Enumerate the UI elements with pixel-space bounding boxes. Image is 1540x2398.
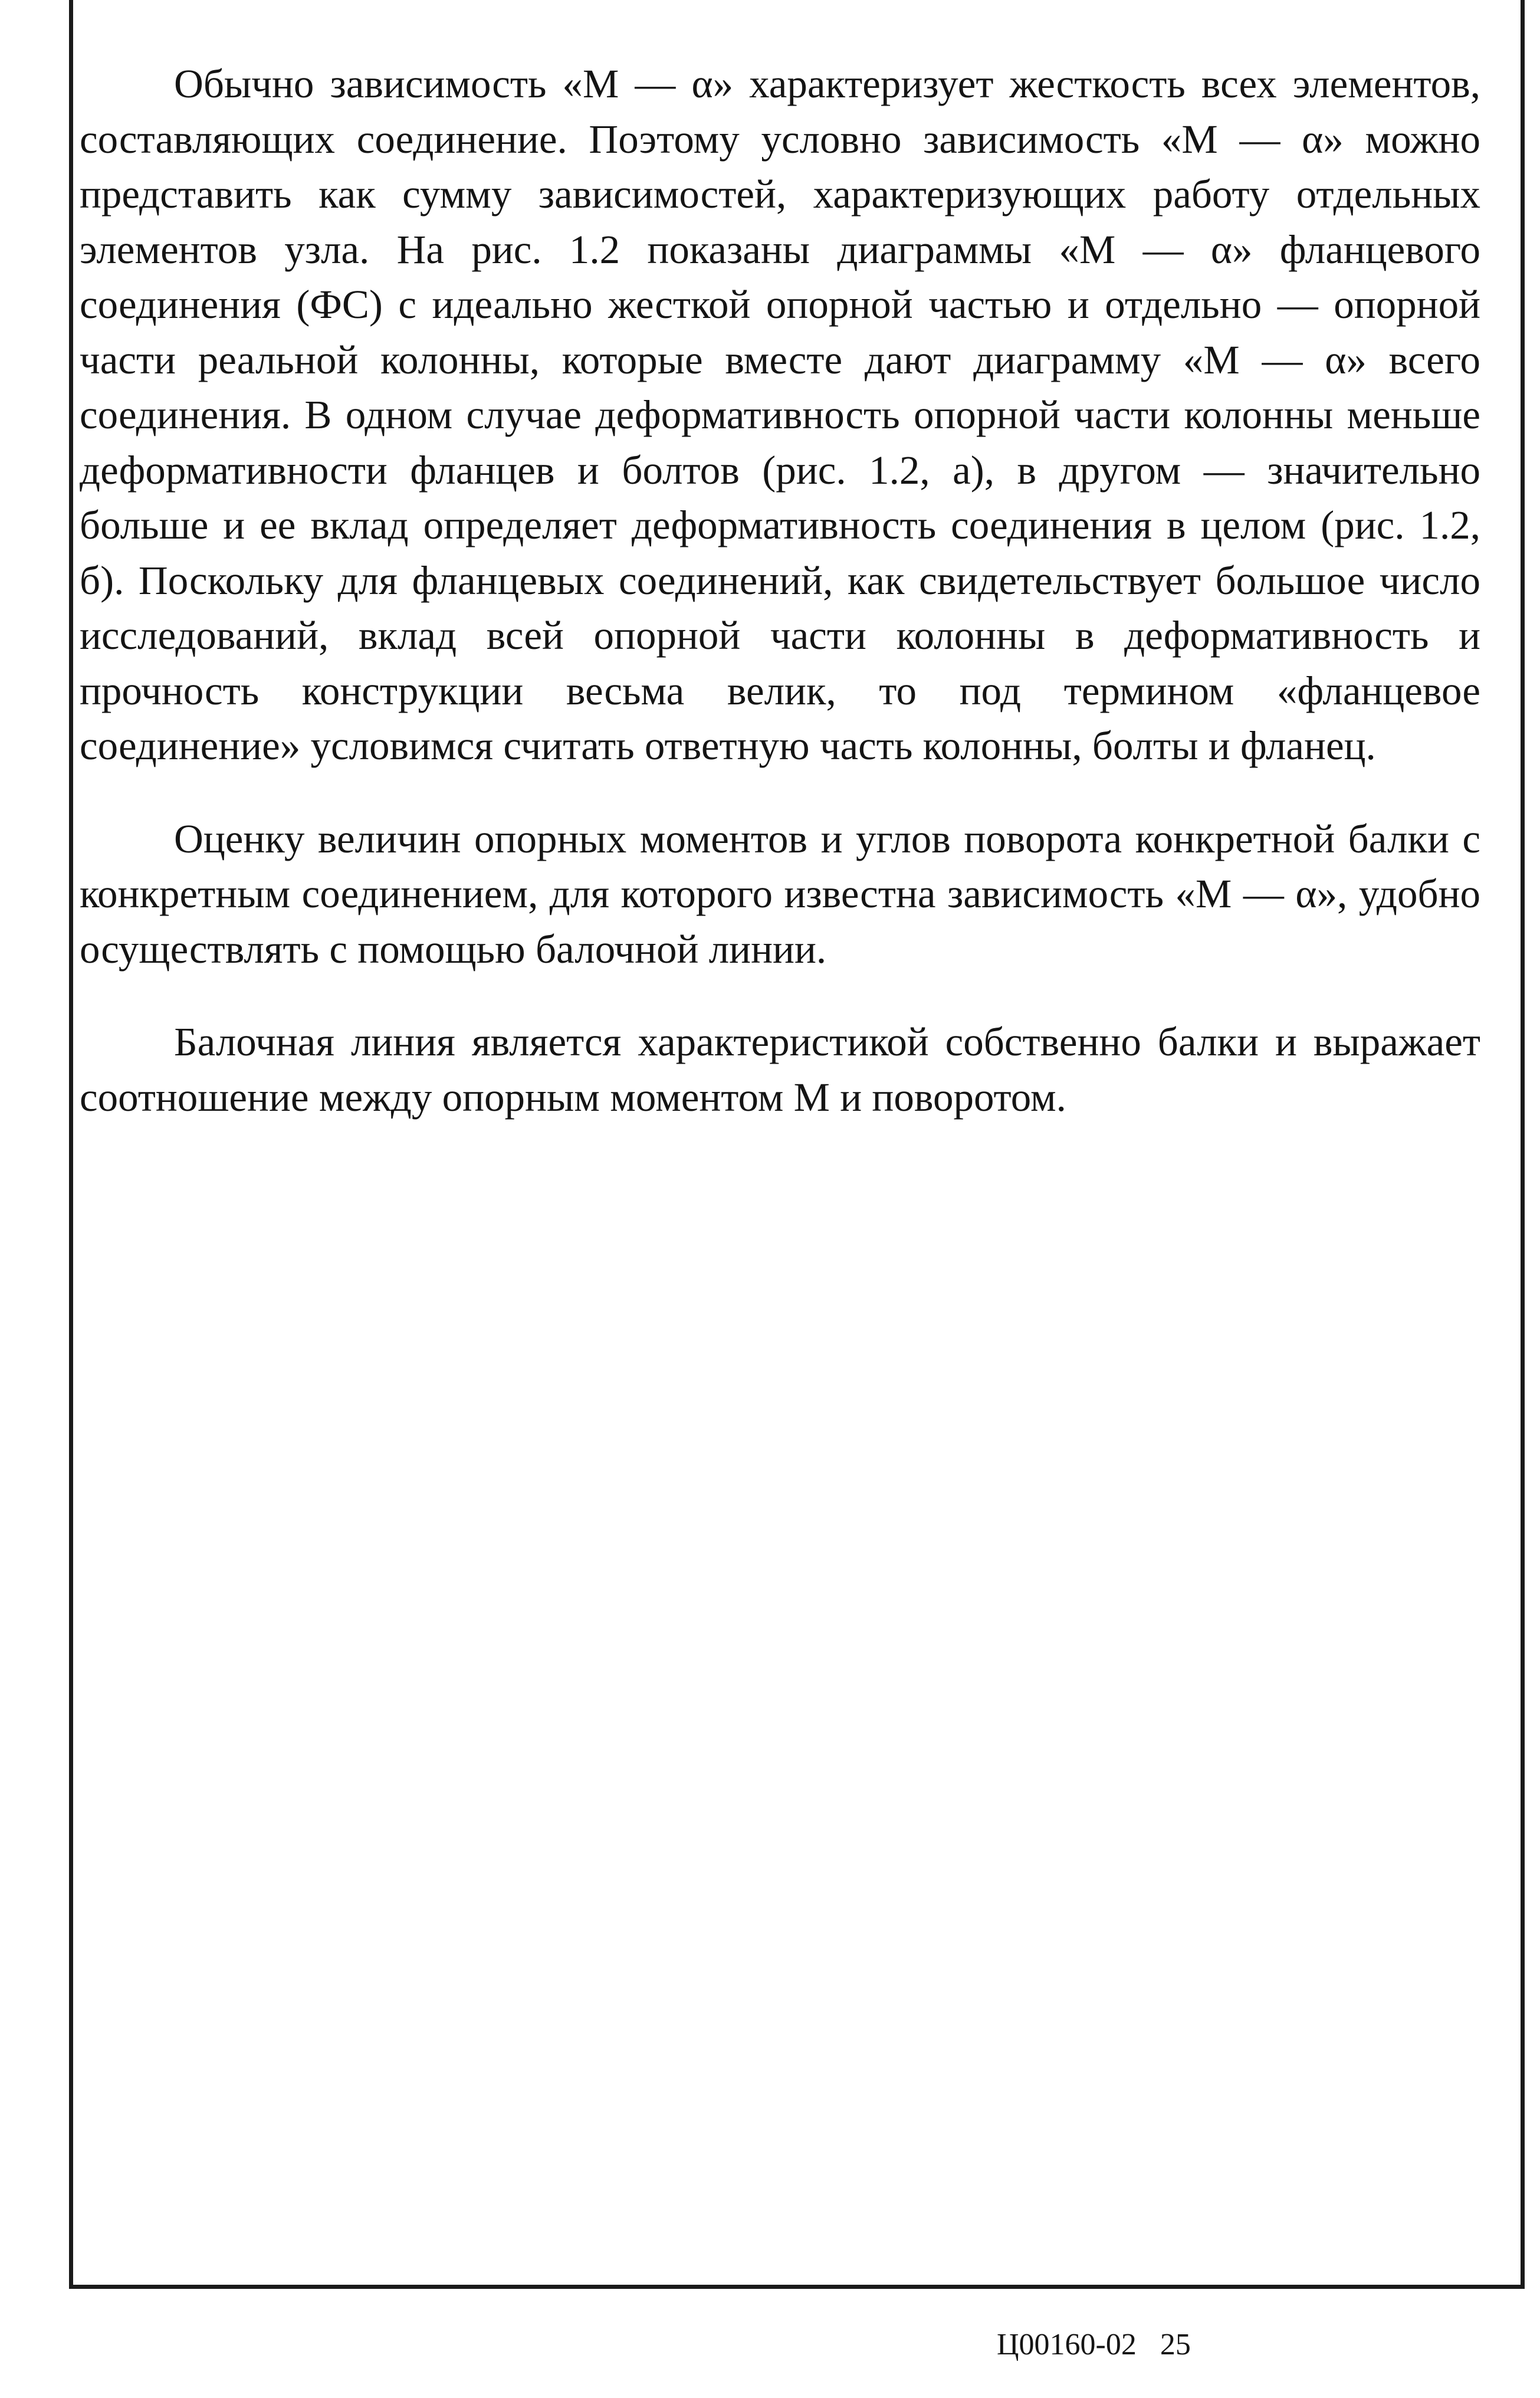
page-number: 25 <box>1160 2328 1191 2361</box>
paragraph-3: Балочная линия является характеристикой собственно балки и выражает соотношение между опорным моментом M и поворотом. <box>80 1019 1480 1120</box>
paragraph-1: Обычно зависимость «M — α» характеризует жесткость всех элементов, составляющих соединение. Поэтому условно зависимость «M — α» можно представить как сумму зависимостей, характеризующих работу отдельных элементов узла. На рис. 1.2 показаны диаграммы «M — α» фланцевого соединения (ФС) с идеально жесткой опорной частью и отдельно — опорной части реальной колонны, которые вместе дают диаграмму «M — α» всего соединения. В одном случае деформативность опорной части колонны меньше деформативности фланцев и болтов (рис. 1.2, а), в другом — значительно больше и ее вклад определяет деформативность соединения в целом (рис. 1.2, б). Поскольку для фланцевых соединений, как свидетельствует большое число исследований, вклад всей опорной части колонны в деформативность и прочность конструкции весьма велик, то под термином «фланцевое соединение» условимся считать ответную часть колонны, болты и фланец. <box>80 61 1480 768</box>
paragraph-2: Оценку величин опорных моментов и углов поворота конкретной балки с конкретным соединением, для которого известна зависимость «M — α», удобно осуществлять с помощью балочной линии. <box>80 816 1480 972</box>
page-footer <box>997 2327 1191 2363</box>
body-text <box>80 57 1480 1125</box>
document-code: Ц00160-02 <box>997 2328 1137 2361</box>
